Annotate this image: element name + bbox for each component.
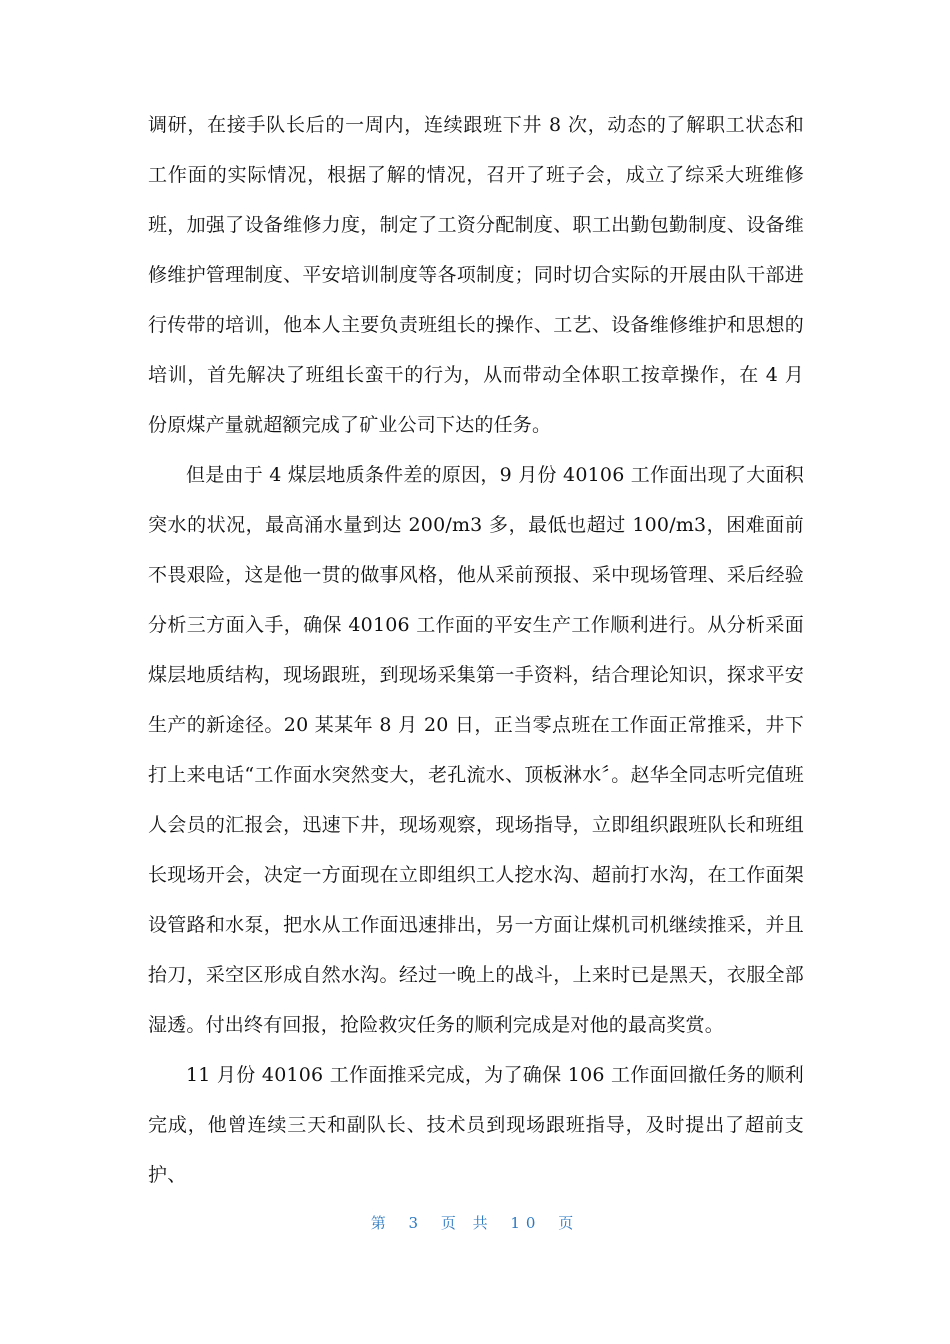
page-footer [0,1212,950,1233]
total-page-count: 10 [510,1214,542,1232]
footer-suffix: 页 [558,1214,580,1232]
paragraph-3: 11 月份 40106 工作面推采完成，为了确保 106 工作面回撤任务的顺利完成，他曾连续三天和副队长、技术员到现场跟班指导，及时提出了超前支护、 [148,1064,804,1186]
paragraph-1: 调研，在接手队长后的一周内，连续跟班下井 8 次，动态的了解职工状态和工作面的实际情况，根据了解的情况，召开了班子会，成立了综采大班维修班，加强了设备维修力度，制定了工资分配制度、职工出勤包勤制度、设备维修维护管理制度、平安培训制度等各项制度；同时切合实际的开展由队干部进行传带的培训，他本人主要负责班组长的操作、工艺、设备维修维护和思想的培训，首先解决了班组长蛮干的行为，从而带动全体职工按章操作，在 4 月份原煤产量就超额完成了矿业公司下达的任务。 [148,114,804,436]
current-page-number: 3 [408,1214,425,1232]
footer-middle: 页 共 [440,1214,494,1232]
footer-prefix: 第 [370,1214,392,1232]
paragraph-2: 但是由于 4 煤层地质条件差的原因，9 月份 40106 工作面出现了大面积突水的状况，最高涌水量到达 200/m3 多，最低也超过 100/m3，困难面前不畏艰险，这是他一贯的做事风格，他从采前预报、采中现场管理、采后经验分析三方面入手，确保 40106 工作面的平安生产工作顺利进行。从分析采面煤层地质结构，现场跟班，到现场采集第一手资料，结合理论知识，探求平安生产的新途径。20 某某年 8 月 20 日，正当零点班在工作面正常推采，井下打上来电话“工作面水突然变大，老孔流水、顶板淋水〞。赵华全同志听完值班人会员的汇报会，迅速下井，现场观察，现场指导，立即组织跟班队长和班组长现场开会，决定一方面现在立即组织工人挖水沟、超前打水沟，在工作面架设管路和水泵，把水从工作面迅速排出，另一方面让煤机司机继续推采，并且抬刀，采空区形成自然水沟。经过一晚上的战斗，上来时已是黑天，衣服全部湿透。付出终有回报，抢险救灾任务的顺利完成是对他的最高奖赏。 [148,464,804,1036]
document-body [148,100,804,1200]
